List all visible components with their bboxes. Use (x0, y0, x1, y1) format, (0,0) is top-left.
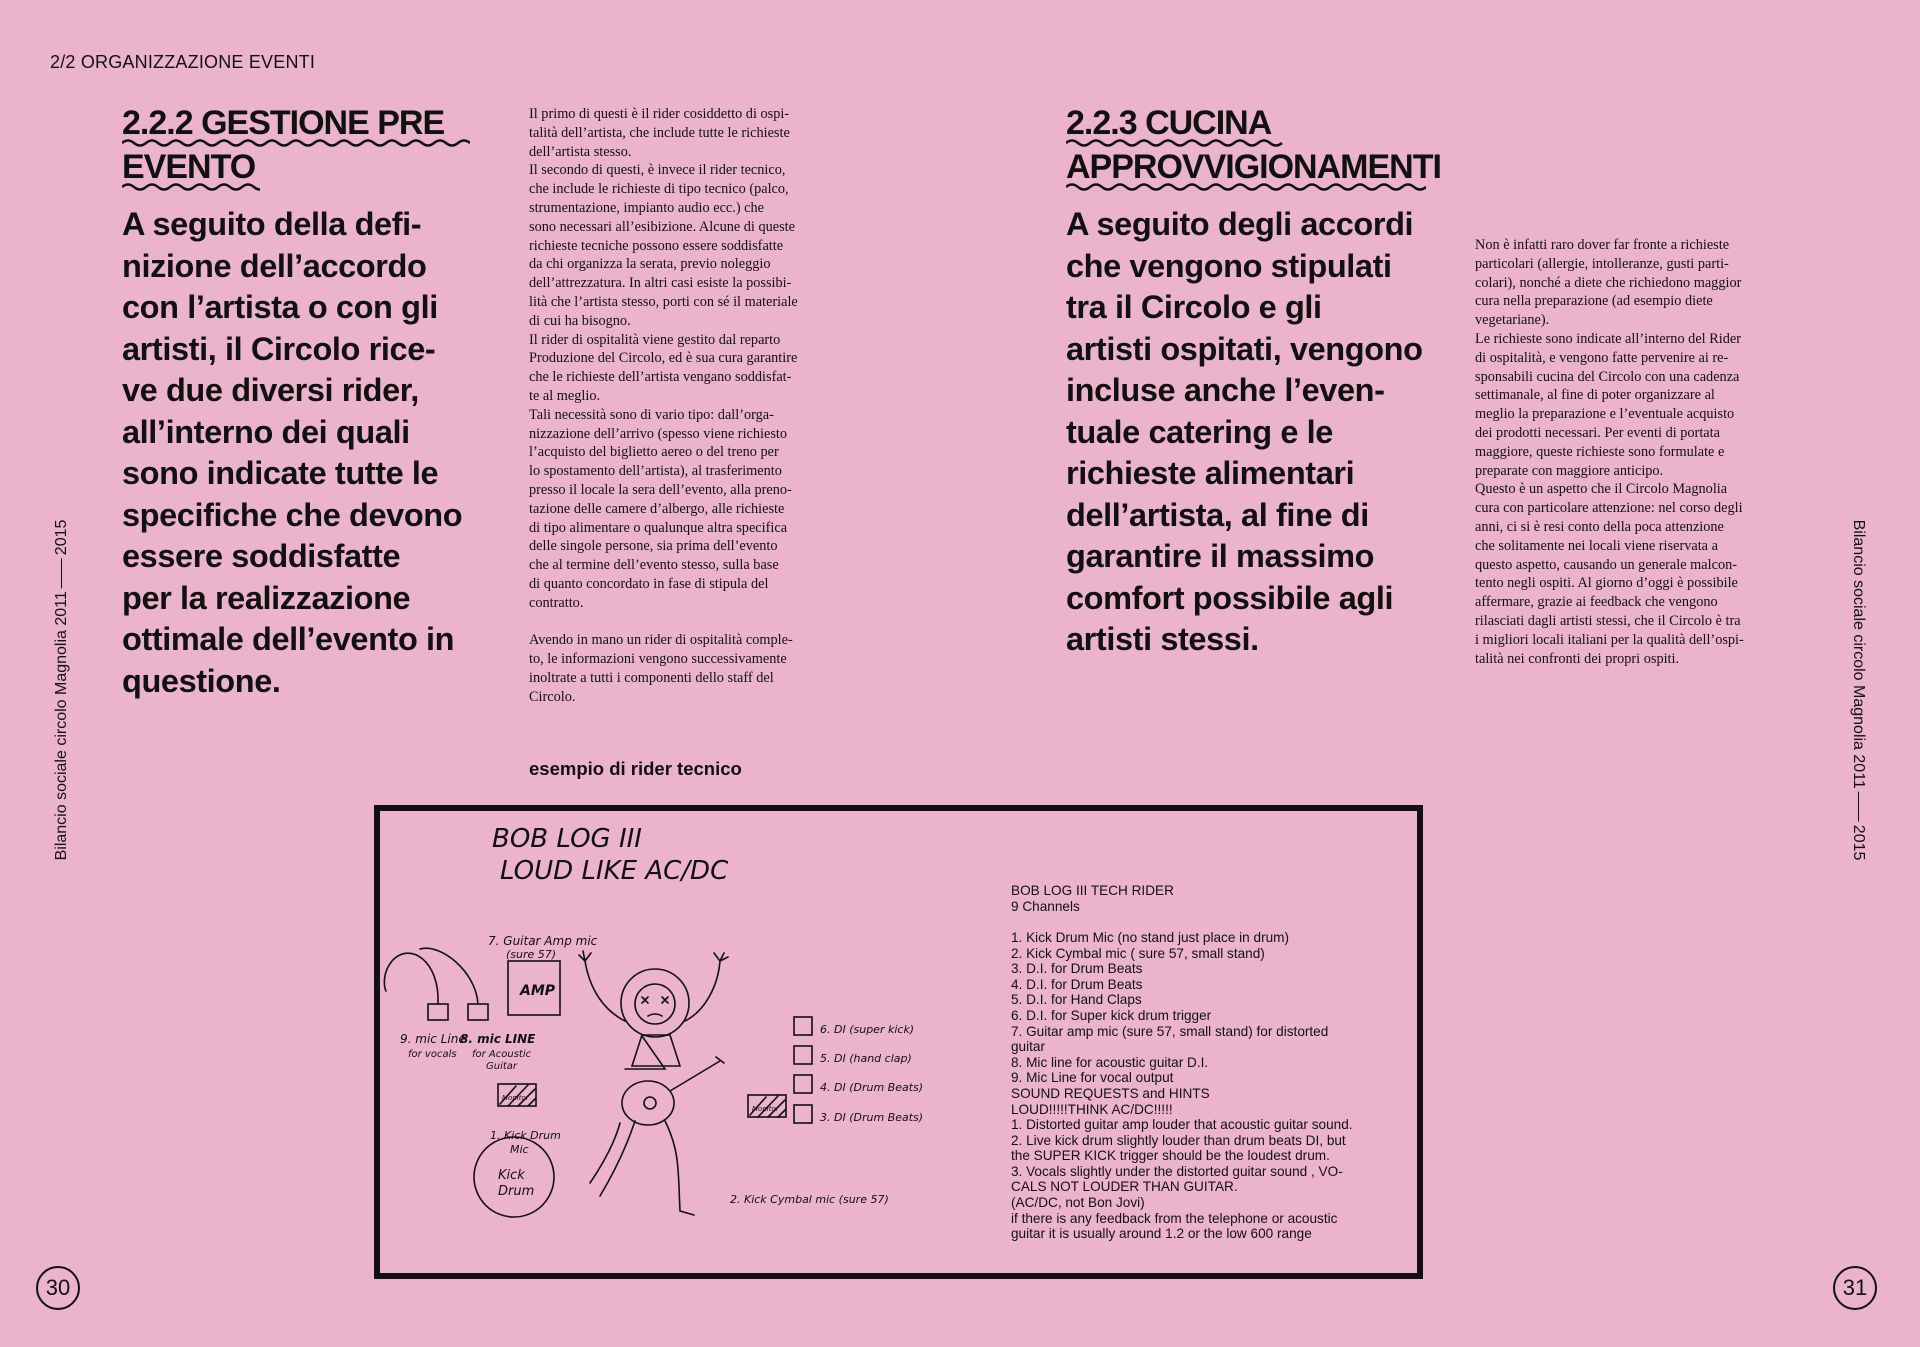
side-title-right-text: Bilancio sociale circolo Magnolia 2011 (1850, 519, 1867, 789)
sketch-mic8-sub1: for Acoustic (472, 1049, 532, 1060)
sketch-kick-drum-1: Kick (498, 1168, 525, 1183)
dash (61, 558, 62, 588)
sketch-guitar-amp-sub: (sure 57) (506, 948, 557, 961)
sketch-kick-mic-2: Mic (510, 1143, 529, 1156)
sketch-cymbal-label: 2. Kick Cymbal mic (sure 57) (730, 1193, 889, 1206)
sketch-mic9-label: 9. mic Line (400, 1032, 466, 1046)
page-number-right: 31 (1833, 1266, 1877, 1310)
section-title-line: 2.2.2 GESTIONE PRE (122, 104, 445, 142)
section-title-line: APPROVVIGIONAMENTI (1066, 148, 1441, 186)
sketch-guitar-amp-label: 7. Guitar Amp mic (488, 934, 598, 948)
section-title-line: 2.2.3 CUCINA (1066, 104, 1272, 142)
sketch-title-1: BOB LOG III (492, 824, 642, 854)
side-title-right (1850, 520, 1866, 861)
figure-caption: esempio di rider tecnico (529, 758, 742, 779)
section-title-cucina (1066, 104, 1441, 192)
running-header: 2/2 ORGANIZZAZIONE EVENTI (50, 52, 316, 72)
section-title-line: EVENTO (122, 148, 256, 186)
sketch-mic8-label: 8. mic LINE (460, 1032, 536, 1046)
lead-paragraph-gestione: A seguito della defi- nizione dell’accordo con l’artista o con gli artisti, il Circolo rice- ve due diversi rider, all’interno dei quali sono indicate tutte le specifiche che devono essere soddisfatte per la realizzazione ottimale dell’evento in questione. (122, 206, 463, 699)
sketch-monitor-right: Monitor (752, 1105, 779, 1113)
mic9-box (428, 1004, 448, 1020)
sketch-di3-label: 3. DI (Drum Beats) (820, 1111, 924, 1124)
side-title-left-year: 2015 (53, 519, 70, 556)
sketch-amp-label: AMP (520, 983, 556, 999)
body-text-riders: Il primo di questi è il rider cosiddetto di ospi- talità dell’artista, che include tutte le richieste dell’artista stesso. Il secondo di questi, è invece il rider tecnico, che include le richieste di tipo tecnico (palco, strumentazione, impianto audio ecc.) che sono necessari all’esibizione. Alcune di queste richieste tecniche possono essere soddisfatte da chi organizza la serata, previo noleggio dell’attrezzatura. In altri casi esiste la possibi- lità che l’artista stesso, porti con sé il materiale di cui ha bisogno. Il rider di ospitalità viene gestito dal reparto Produzione del Circolo, ed è sua cura garantire che le richieste dell’artista vengano soddisfat- te al meglio. Tali necessità sono di vario tipo: dall’orga- nizzazione dell’arrivo (spesso viene richiesto l’acquisto del biglietto aereo o del treno per lo spostamento dell’artista), al trasferimento presso il locale la sera dell’evento, alla preno- tazione delle camere d’albergo, alle richieste di tipo alimentare o qualunque altra specifica delle singole persone, sia prima dell’evento che al termine dell’evento stesso, sulla base di quanto concordato in fase di stipula del contratto. Avendo in mano un rider di ospitalità comple- to, le informazioni vengono successivamente inoltrate a tutti i componenti dello staff del Circolo. (529, 106, 798, 705)
stage-plot-sketch (380, 811, 980, 1271)
side-title-left-text: Bilancio sociale circolo Magnolia 2011 (53, 591, 70, 861)
sketch-di5-label: 5. DI (hand clap) (820, 1052, 912, 1065)
sketch-mic9-sub: for vocals (408, 1049, 457, 1060)
mic8-box (468, 1004, 488, 1020)
tech-rider-text: BOB LOG III TECH RIDER 9 Channels 1. Kick Drum Mic (no stand just place in drum) 2. Kick Cymbal mic ( sure 57, small stand) 3. D.I. for Drum Beats 4. D.I. for Drum Beats 5. D.I. for Hand Claps 6. D.I. for Super kick drum trigger 7. Guitar amp mic (sure 57, small stand) for distorted guitar 8. Mic line for acoustic guitar D.I. 9. Mic Line for vocal output SOUND REQUESTS and HINTS LOUD!!!!!THINK AC/DC!!!!! 1. Distorted guitar amp louder that acoustic guitar sound. 2. Live kick drum slightly louder than drum beats DI, but the SUPER KICK trigger should be the loudest drum. 3. Vocals slightly under the distorted guitar sound , VO- CALS NOT LOUDER THAN GUITAR. (AC/DC, not Bon Jovi) if there is any feedback from the telephone or acoustic guitar it is usually around 1.2 or the low 600 range (1011, 883, 1353, 1242)
sketch-di4-label: 4. DI (Drum Beats) (820, 1081, 924, 1094)
lead-paragraph-cucina: A seguito degli accordi che vengono stipulati tra il Circolo e gli artisti ospitati, vengono incluse anche l’even- tuale catering e le richieste alimentari dell’artista, al fine di garantire il massimo comfort possibile agli artisti stessi. (1066, 206, 1423, 657)
side-title-left (54, 520, 70, 861)
sketch-mic8-sub2: Guitar (486, 1061, 518, 1072)
dash (1858, 792, 1859, 822)
sketch-monitor-left: Monitor (502, 1094, 529, 1102)
side-title-right-year: 2015 (1850, 824, 1867, 861)
section-title-gestione (122, 104, 470, 192)
sketch-kick-drum-2: Drum (498, 1184, 535, 1199)
sketch-di6-label: 6. DI (super kick) (820, 1023, 915, 1036)
page-number-left: 30 (36, 1266, 80, 1310)
body-text-cucina: Non è infatti raro dover far fronte a richieste particolari (allergie, intolleranze, gusti parti- colari), nonché a diete che richiedono maggior cura nella preparazione (ad esempio diete vegetariane). Le richieste sono indicate all’interno del Rider di ospitalità, e vengono fatte pervenire ai re- sponsabili cucina del Circolo con una cadenza settimanale, al fine di poter organizzare al meglio la preparazione e l’eventuale acquisto dei prodotti necessari. Per eventi di portata maggiore, queste richieste sono formulate e preparate con maggiore anticipo. Questo è un aspetto che il Circolo Magnolia cura con particolare attenzione: nel corso degli anni, ci si è resi conto della poca attenzione che solitamente nei locali viene riservata a questo aspetto, causando un generale malcon- tento negli ospiti. Al giorno d’oggi è possibile affermare, grazie ai feedback che vengono rilasciati dagli artisti stessi, che il Circolo è tra i migliori locali italiani per la qualità dell’ospi- talità nei confronti dei propri ospiti. (1475, 237, 1744, 667)
sketch-title-2: LOUD LIKE AC/DC (500, 856, 729, 886)
sketch-kick-mic-1: 1. Kick Drum (490, 1129, 561, 1142)
